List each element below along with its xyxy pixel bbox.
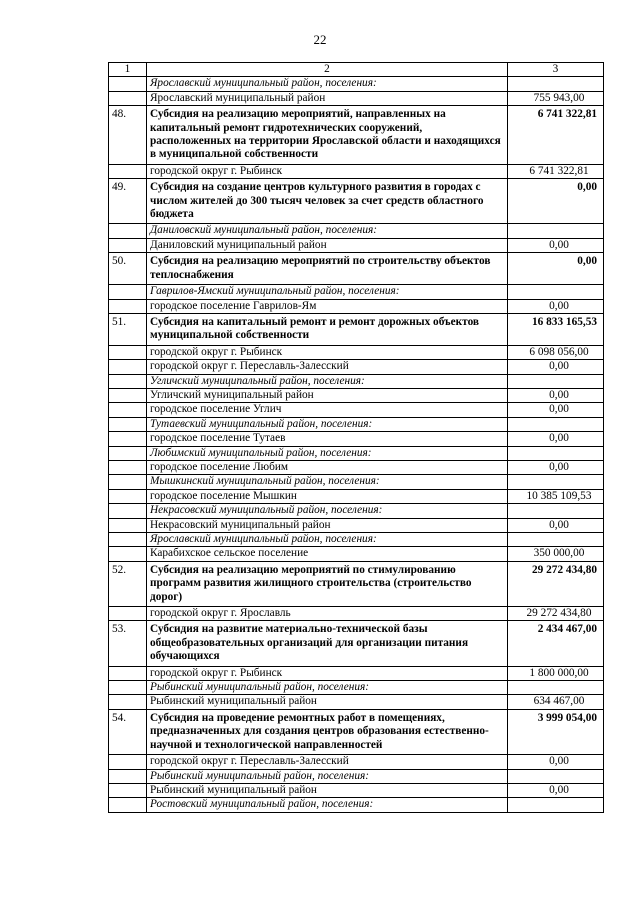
amount [508, 681, 604, 695]
recipient-name: городской округ г. Рыбинск [147, 666, 508, 680]
row-number [109, 299, 147, 313]
subsidy-title: Субсидия на развитие материально-технической базы общеобразовательных организаций для организации питания обучающихся [147, 621, 508, 666]
amount [508, 224, 604, 238]
amount: 0,00 [508, 238, 604, 252]
subsidy-title-row [109, 561, 604, 606]
subsidy-title-row [109, 313, 604, 345]
amount: 0,00 [508, 783, 604, 797]
amount [508, 798, 604, 812]
row-number [109, 164, 147, 178]
amount: 0,00 [508, 360, 604, 374]
recipient-name: Ярославский муниципальный район [147, 91, 508, 105]
amount: 0,00 [508, 403, 604, 417]
amount [508, 475, 604, 489]
district-group-row [109, 374, 604, 388]
subsidy-title-row [109, 179, 604, 224]
row-number: 51. [109, 313, 147, 345]
row-number [109, 681, 147, 695]
amount [508, 769, 604, 783]
district-group-row [109, 769, 604, 783]
row-number: 52. [109, 561, 147, 606]
recipient-name: городской округ г. Переславль-Залесский [147, 755, 508, 769]
amount: 0,00 [508, 460, 604, 474]
amount [508, 374, 604, 388]
district-label: Ярославский муниципальный район, поселения: [147, 77, 508, 91]
row-number [109, 475, 147, 489]
recipient-name: городское поселение Тутаев [147, 432, 508, 446]
row-number [109, 285, 147, 299]
row-number [109, 345, 147, 359]
row-number [109, 798, 147, 812]
page-number: 22 [313, 32, 327, 47]
district-label: Рыбинский муниципальный район, поселения: [147, 681, 508, 695]
amount: 29 272 434,80 [508, 607, 604, 621]
row-number [109, 403, 147, 417]
recipient-name: Рыбинский муниципальный район [147, 695, 508, 709]
recipient-row [109, 666, 604, 680]
subsidy-title: Субсидия на создание центров культурного развития в городах с числом жителей до 300 тысяч человек за счет средств областного бюджета [147, 179, 508, 224]
recipient-name: городское поселение Мышкин [147, 489, 508, 503]
district-group-row [109, 77, 604, 91]
row-number [109, 504, 147, 518]
subsidy-title: Субсидия на проведение ремонтных работ в помещениях, предназначенных для создания центров образования естественно-научной и технологической направленностей [147, 709, 508, 754]
subsidy-title: Субсидия на капитальный ремонт и ремонт дорожных объектов муниципальной собственности [147, 313, 508, 345]
recipient-name: Угличский муниципальный район [147, 388, 508, 402]
header-col-1: 1 [109, 63, 147, 77]
district-group-row [109, 446, 604, 460]
amount [508, 504, 604, 518]
row-number: 48. [109, 106, 147, 165]
recipient-row [109, 388, 604, 402]
row-number: 49. [109, 179, 147, 224]
recipient-row [109, 607, 604, 621]
header-col-2: 2 [147, 63, 508, 77]
amount [508, 417, 604, 431]
row-number [109, 666, 147, 680]
recipient-row [109, 695, 604, 709]
district-group-row [109, 417, 604, 431]
subsidy-total-amount: 3 999 054,00 [508, 709, 604, 754]
amount: 0,00 [508, 299, 604, 313]
amount: 6 098 056,00 [508, 345, 604, 359]
row-number: 54. [109, 709, 147, 754]
subsidy-title-row [109, 621, 604, 666]
district-label: Некрасовский муниципальный район, поселения: [147, 504, 508, 518]
district-group-row [109, 285, 604, 299]
district-label: Ростовский муниципальный район, поселения: [147, 798, 508, 812]
district-label: Любимский муниципальный район, поселения: [147, 446, 508, 460]
district-label: Гаврилов-Ямский муниципальный район, поселения: [147, 285, 508, 299]
amount: 6 741 322,81 [508, 164, 604, 178]
recipient-name: городское поселение Углич [147, 403, 508, 417]
row-number [109, 388, 147, 402]
subsidy-title-row [109, 106, 604, 165]
subsidy-total-amount: 29 272 434,80 [508, 561, 604, 606]
recipient-row [109, 164, 604, 178]
row-number [109, 695, 147, 709]
row-number [109, 533, 147, 547]
recipient-row [109, 489, 604, 503]
row-number [109, 432, 147, 446]
district-label: Рыбинский муниципальный район, поселения: [147, 769, 508, 783]
amount: 350 000,00 [508, 547, 604, 561]
recipient-name: городской округ г. Рыбинск [147, 345, 508, 359]
district-group-row [109, 504, 604, 518]
district-group-row [109, 533, 604, 547]
recipient-name: Некрасовский муниципальный район [147, 518, 508, 532]
recipient-row [109, 518, 604, 532]
amount: 0,00 [508, 755, 604, 769]
recipient-row [109, 432, 604, 446]
subsidy-total-amount: 6 741 322,81 [508, 106, 604, 165]
recipient-name: Даниловский муниципальный район [147, 238, 508, 252]
recipient-row [109, 360, 604, 374]
subsidy-title: Субсидия на реализацию мероприятий по стимулированию программ развития жилищного строительства (строительство дорог) [147, 561, 508, 606]
subsidy-title: Субсидия на реализацию мероприятий по строительству объектов теплоснабжения [147, 253, 508, 285]
recipient-name: городское поселение Любим [147, 460, 508, 474]
recipient-name: городской округ г. Ярославль [147, 607, 508, 621]
subsidy-total-amount: 0,00 [508, 179, 604, 224]
row-number [109, 460, 147, 474]
recipient-name: городское поселение Гаврилов-Ям [147, 299, 508, 313]
recipient-name: городской округ г. Рыбинск [147, 164, 508, 178]
row-number [109, 769, 147, 783]
district-label: Ярославский муниципальный район, поселения: [147, 533, 508, 547]
subsidy-total-amount: 2 434 467,00 [508, 621, 604, 666]
amount: 10 385 109,53 [508, 489, 604, 503]
row-number: 50. [109, 253, 147, 285]
recipient-row [109, 547, 604, 561]
row-number [109, 77, 147, 91]
row-number [109, 547, 147, 561]
recipient-row [109, 345, 604, 359]
row-number [109, 607, 147, 621]
district-group-row [109, 224, 604, 238]
subsidy-table-body [109, 63, 604, 813]
amount: 755 943,00 [508, 91, 604, 105]
subsidy-title-row [109, 709, 604, 754]
subsidy-total-amount: 16 833 165,53 [508, 313, 604, 345]
row-number [109, 360, 147, 374]
row-number [109, 238, 147, 252]
recipient-row [109, 783, 604, 797]
recipient-row [109, 91, 604, 105]
row-number [109, 755, 147, 769]
subsidy-title: Субсидия на реализацию мероприятий, направленных на капитальный ремонт гидротехнических сооружений, расположенных на территории Ярославской области и находящихся в муниципальной собственности [147, 106, 508, 165]
amount [508, 533, 604, 547]
row-number [109, 518, 147, 532]
row-number [109, 417, 147, 431]
district-group-row [109, 798, 604, 812]
recipient-row [109, 299, 604, 313]
amount: 0,00 [508, 388, 604, 402]
table-header-row [109, 63, 604, 77]
district-label: Даниловский муниципальный район, поселения: [147, 224, 508, 238]
district-label: Угличский муниципальный район, поселения: [147, 374, 508, 388]
amount [508, 285, 604, 299]
district-group-row [109, 475, 604, 489]
row-number [109, 374, 147, 388]
row-number [109, 783, 147, 797]
row-number: 53. [109, 621, 147, 666]
amount: 0,00 [508, 432, 604, 446]
district-label: Тутаевский муниципальный район, поселения: [147, 417, 508, 431]
amount: 0,00 [508, 518, 604, 532]
row-number [109, 224, 147, 238]
recipient-row [109, 403, 604, 417]
recipient-row [109, 238, 604, 252]
row-number [109, 489, 147, 503]
header-col-3: 3 [508, 63, 604, 77]
recipient-row [109, 755, 604, 769]
recipient-row [109, 460, 604, 474]
amount: 1 800 000,00 [508, 666, 604, 680]
row-number [109, 91, 147, 105]
recipient-name: городской округ г. Переславль-Залесский [147, 360, 508, 374]
recipient-name: Карабихское сельское поселение [147, 547, 508, 561]
district-label: Мышкинский муниципальный район, поселения: [147, 475, 508, 489]
amount: 634 467,00 [508, 695, 604, 709]
subsidy-title-row [109, 253, 604, 285]
district-group-row [109, 681, 604, 695]
amount [508, 446, 604, 460]
subsidy-table [108, 62, 604, 813]
amount [508, 77, 604, 91]
subsidy-total-amount: 0,00 [508, 253, 604, 285]
recipient-name: Рыбинский муниципальный район [147, 783, 508, 797]
row-number [109, 446, 147, 460]
